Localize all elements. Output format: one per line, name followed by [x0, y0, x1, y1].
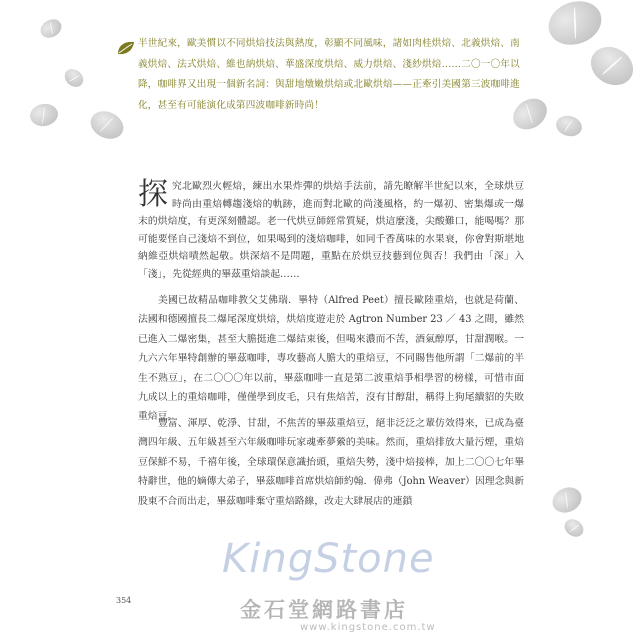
coffee-bean-icon — [61, 65, 87, 90]
coffee-bean-icon — [28, 102, 59, 129]
page-number: 354 — [116, 596, 132, 605]
coffee-bean-icon — [542, 0, 607, 52]
body-paragraph-2: 美國已故精品咖啡教父艾佛瑞．畢特（Alfred Peet）擅長歐陸重焙，也就是荷蘭、法國和德國擅長二爆尾深度烘焙，烘焙度遊走於 Agtron Number 23 ／ 43 之間，雖然已進入二爆密集，甚至大膽挺進二爆結束後，但喝來濃而不苦，酒氣醇厚，甘甜潤喉。一九六六年畢特創辦的畢茲咖啡，專攻藝高人膽大的重焙豆，不同賜售他所謂「二爆前的半生不熟豆」，在二〇〇〇年以前，畢茲咖啡一直是第二波重焙爭相學習的榜樣，可惜市面九成以上的重焙咖啡，僅僅學到皮毛，只有焦焙苦，沒有甘醇甜，稱得上狗尾續貂的失敗重焙豆。 — [138, 295, 524, 423]
watermark-logo: KingStone — [222, 536, 435, 582]
intro-text: 半世紀來，歐美慣以不同烘焙技法與熱度，彰顯不同風味，諸如肉桂烘焙、北義烘焙、南義烘焙、法式烘焙、維也納烘焙、華盛深度烘焙、威力烘焙、淺紗烘焙……二〇一〇年以降，咖啡界又出現一個新名詞：與甜地燉嫩烘焙或北歐烘焙——正牽引美國第三波咖啡進化，甚至有可能演化成第四波咖啡新時尚！ — [138, 38, 520, 111]
coffee-bean-icon — [584, 39, 640, 92]
body-paragraph-3: 豐富、渾厚、乾淨、甘甜，不焦苦的畢茲重焙豆，絕非泛泛之輩仿效得來，已成為臺灣四年級、五年級甚至六年級咖啡玩家魂牽夢縈的美味。然而，重焙排放大量污煙，重焙豆保鮮不易，千禧年後，全球環保意識抬頭，重焙失勢，淺中焙接棒，加上二〇〇七年畢特辭世，他的嫡傳大弟子，畢茲咖啡首席烘焙師約翰．偉弗（John Weaver）因理念與新股東不合而出走，畢茲咖啡棄守重焙路線，改走大肆展店的連鎖 — [138, 418, 524, 507]
coffee-bean-icon — [86, 106, 128, 144]
drop-cap: 探 — [138, 177, 168, 212]
coffee-bean-icon — [561, 516, 587, 541]
coffee-bean-icon — [37, 16, 65, 42]
coffee-bean-icon — [548, 483, 585, 517]
leaf-icon — [116, 40, 136, 56]
watermark-name: 金石堂網路書店 — [240, 597, 408, 622]
coffee-bean-icon — [554, 113, 584, 139]
body-paragraph-1 — [138, 178, 524, 284]
paragraph-text: 究北歐烈火輕焙，練出水果炸彈的烘焙手法前，請先瞭解半世紀以來，全球烘豆時尚由重焙轉趨淺焙的軌跡，進而對北歐的尚淺風格，約一爆初、密集爆或一爆末的烘焙度，有更深刻體認。老一代烘豆師經常質疑，烘這麼淺，尖酸難口，能喝嗎？那可能要怪自己淺焙不到位，如果喝到的淺焙咖啡，如同千香萬味的水果衰，你會對斯堪地納維亞烘焙嘖然起敬。烘深焙不是問題，重點在於烘豆技藝到位與否！我們由「深」入「淺」，先從經典的畢茲重焙談起…… — [138, 181, 524, 280]
watermark-url: www.kingstone.com.tw — [300, 622, 436, 633]
